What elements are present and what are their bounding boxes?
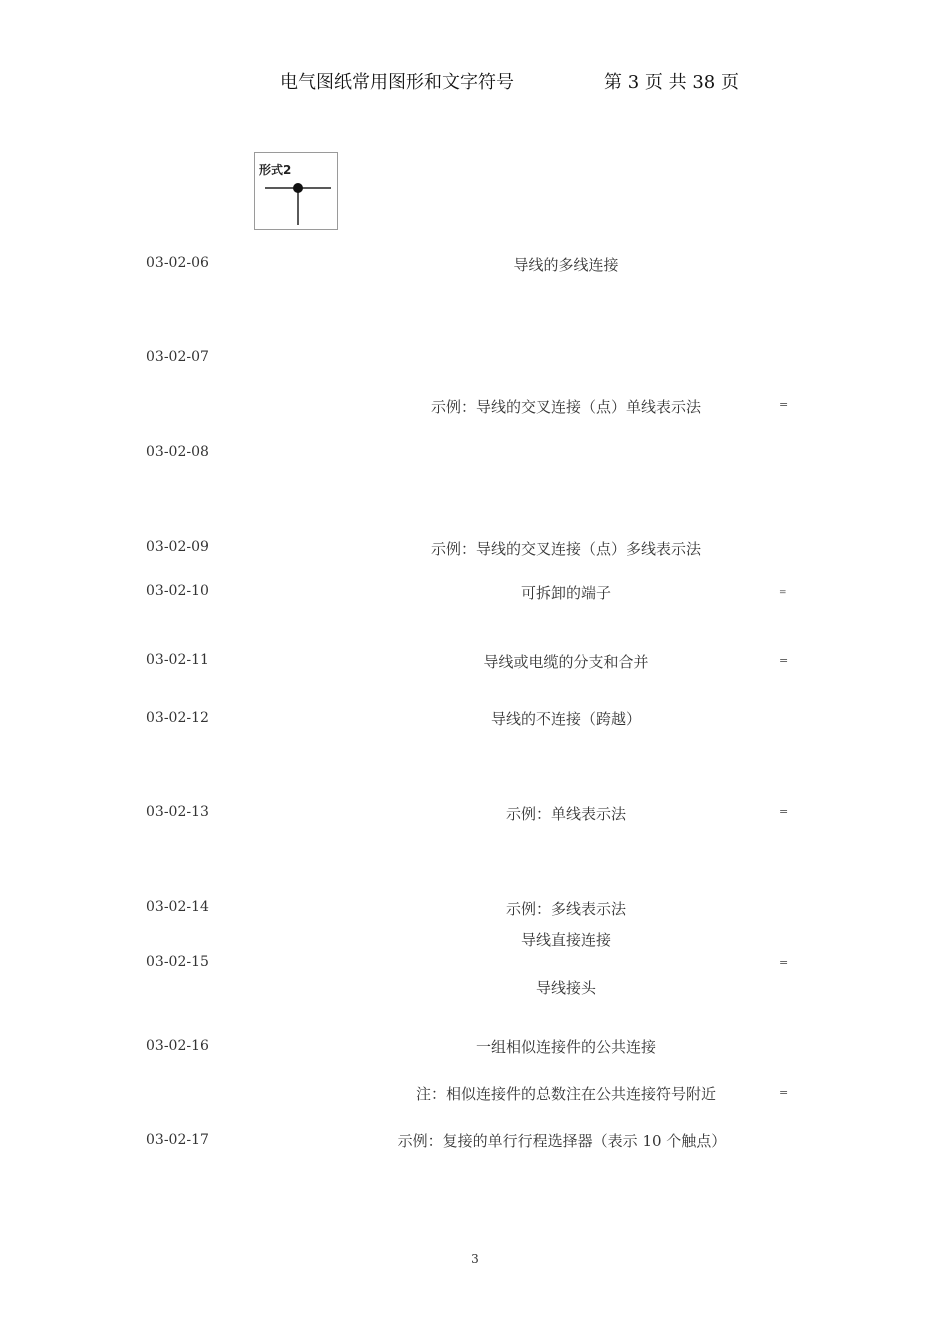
equals-mark: = bbox=[779, 398, 789, 411]
equals-mark: = bbox=[779, 956, 789, 969]
item-code: 03-02-14 bbox=[146, 899, 209, 915]
page-number: 3 bbox=[471, 1252, 479, 1266]
item-code: 03-02-06 bbox=[146, 255, 209, 271]
item-code: 03-02-09 bbox=[146, 539, 209, 555]
equals-mark: = bbox=[779, 654, 789, 667]
item-code: 03-02-12 bbox=[146, 710, 209, 726]
item-code: 03-02-13 bbox=[146, 804, 209, 820]
item-description: 示例：导线的交叉连接（点）多线表示法 bbox=[430, 540, 702, 558]
item-code: 03-02-17 bbox=[146, 1132, 209, 1148]
item-code: 03-02-16 bbox=[146, 1038, 209, 1054]
figure-label: 形式2 bbox=[259, 163, 292, 177]
junction-symbol bbox=[255, 153, 339, 231]
item-code: 03-02-11 bbox=[146, 652, 209, 668]
item-description: 可拆卸的端子 bbox=[520, 584, 612, 602]
item-description: 导线的多线连接 bbox=[513, 256, 619, 274]
item-description: 导线直接连接 bbox=[520, 931, 612, 949]
item-description: 示例：复接的单行行程选择器（表示 10 个触点） bbox=[397, 1132, 727, 1150]
item-description: 示例：导线的交叉连接（点）单线表示法 bbox=[430, 398, 702, 416]
item-description: 注：相似连接件的总数注在公共连接符号附近 bbox=[415, 1085, 717, 1103]
symbol-figure bbox=[254, 152, 338, 230]
item-description: 一组相似连接件的公共连接 bbox=[475, 1038, 657, 1056]
document-title: 电气图纸常用图形和文字符号 bbox=[280, 72, 514, 93]
item-description: 示例：单线表示法 bbox=[505, 805, 627, 823]
item-code: 03-02-10 bbox=[146, 583, 209, 599]
item-code: 03-02-07 bbox=[146, 349, 209, 365]
item-description: 导线的不连接（跨越） bbox=[490, 710, 642, 728]
item-description: 导线接头 bbox=[535, 979, 597, 997]
item-code: 03-02-08 bbox=[146, 444, 209, 460]
equals-mark: = bbox=[779, 588, 787, 598]
equals-mark: = bbox=[779, 1086, 789, 1099]
equals-mark: = bbox=[779, 805, 789, 818]
page-info: 第 3 页 共 38 页 bbox=[604, 72, 739, 93]
item-code: 03-02-15 bbox=[146, 954, 209, 970]
item-description: 导线或电缆的分支和合并 bbox=[483, 653, 649, 671]
item-description: 示例：多线表示法 bbox=[505, 900, 627, 918]
